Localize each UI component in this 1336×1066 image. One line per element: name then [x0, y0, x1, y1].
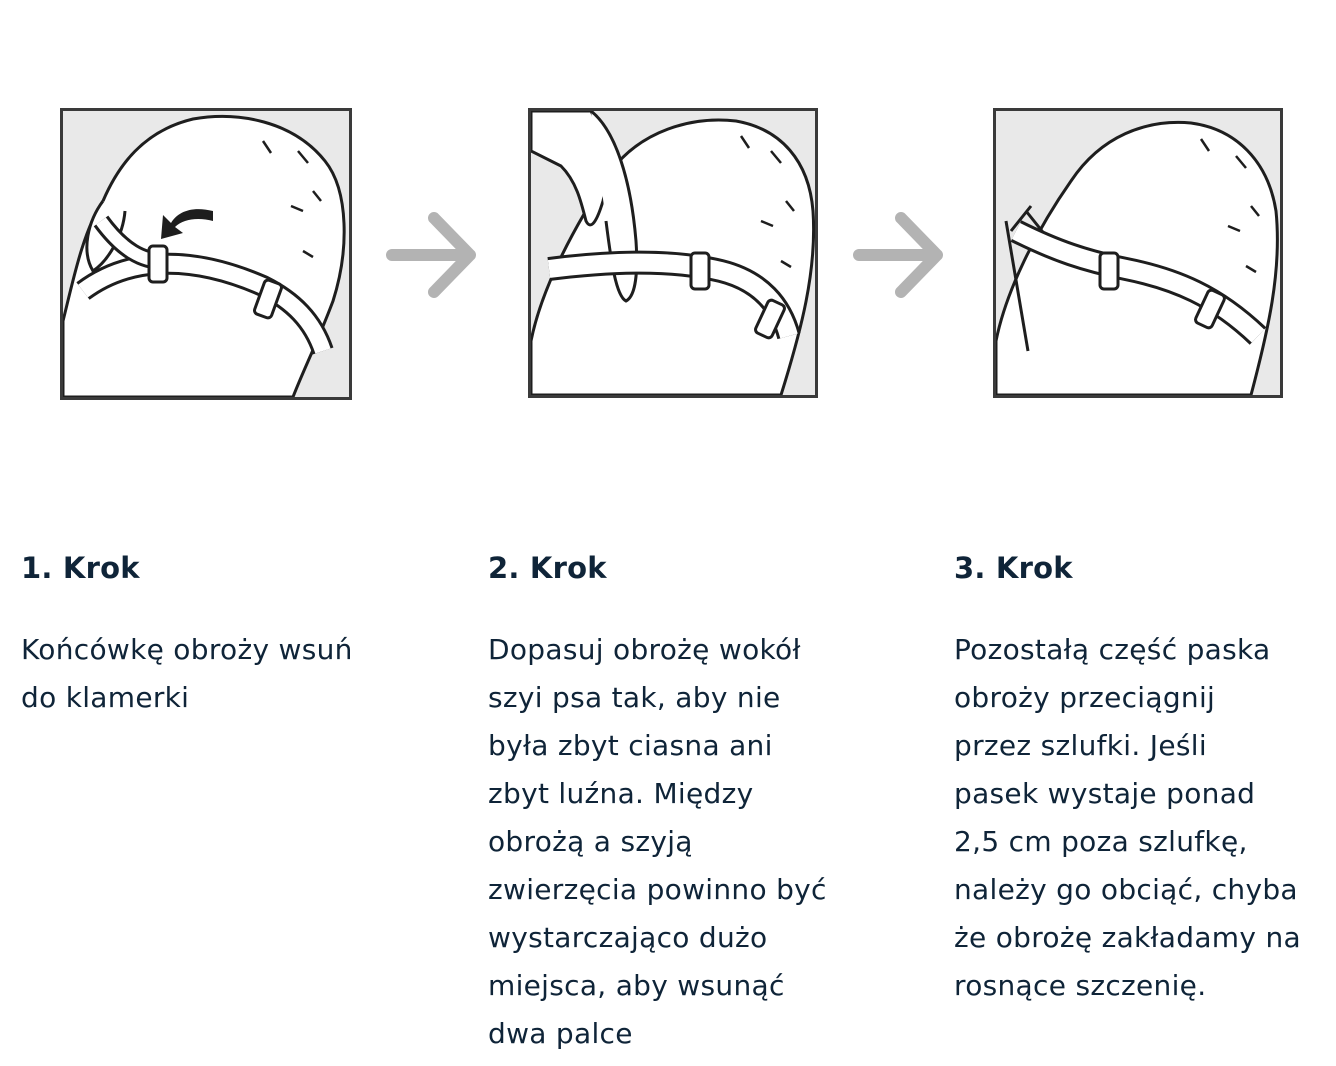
dog-collar-insert-icon	[63, 111, 349, 397]
step-title: 2. Krok	[488, 551, 607, 585]
step-title: 3. Krok	[954, 551, 1073, 585]
dog-collar-fit-icon	[531, 111, 815, 395]
step-description: Końcówkę obroży wsuń do klamerki	[21, 633, 353, 714]
step-title: 1. Krok	[21, 551, 140, 585]
step-3	[954, 548, 1334, 1010]
step-2	[488, 548, 868, 1058]
dog-collar-trim-icon	[996, 111, 1280, 395]
step-1-illustration	[60, 108, 352, 400]
step-description: Dopasuj obrożę wokół szyi psa tak, aby nie była zbyt ciasna ani zbyt luźna. Między obrożą a szyją zwierzęcia powinno być wystarczająco dużo miejsca, aby wsunąć dwa palce	[488, 633, 827, 1050]
step-description: Pozostałą część paska obroży przeciągnij przez szlufki. Jeśli pasek wystaje ponad 2,5 cm poza szlufkę, należy go obciąć, chyba że obrożę zakładamy na rosnące szczenię.	[954, 633, 1301, 1002]
step-3-illustration	[993, 108, 1283, 398]
arrow-right-icon	[853, 208, 947, 302]
step-2-illustration	[528, 108, 818, 398]
step-1	[21, 548, 401, 722]
arrow-right-icon	[386, 208, 480, 302]
